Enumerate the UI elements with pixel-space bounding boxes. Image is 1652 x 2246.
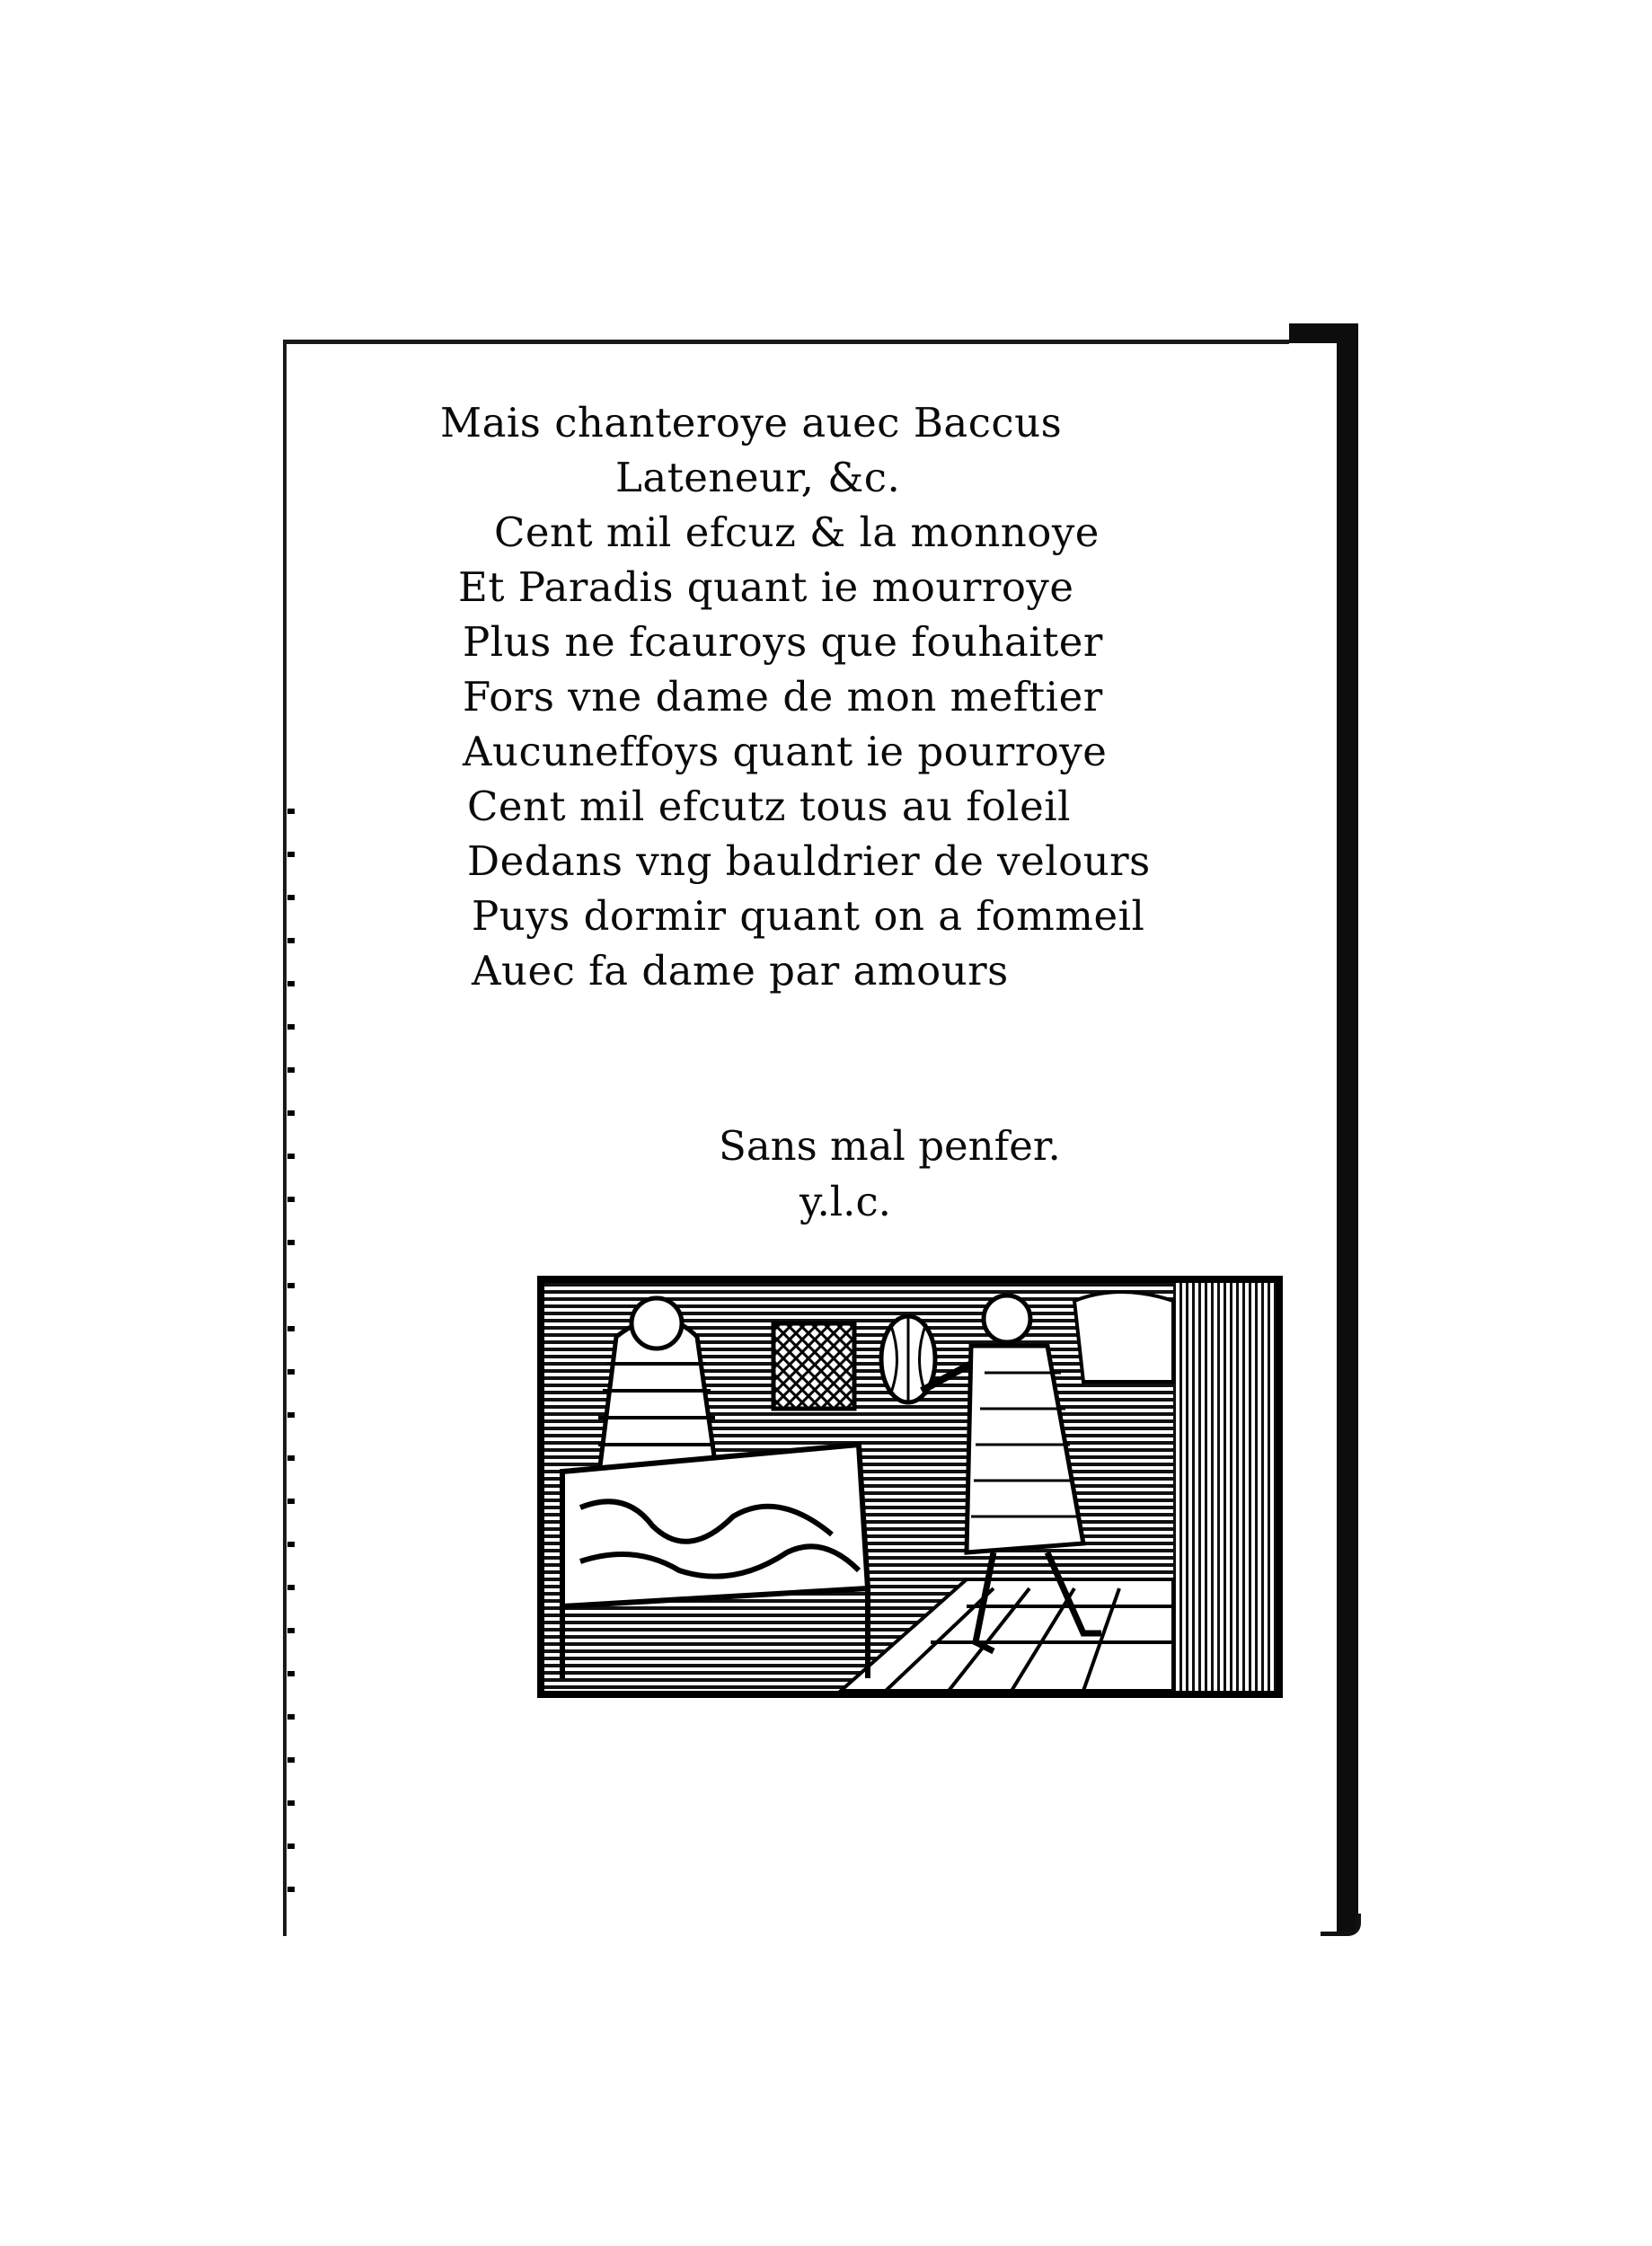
verse-line: Fors vne dame de mon meftier: [463, 673, 1103, 721]
page-right-edge: [1337, 323, 1358, 1932]
verse-block: [431, 395, 1240, 998]
page-top-edge: [283, 340, 1289, 344]
page-left-edge: [283, 341, 287, 1936]
verse-line: Puys dormir quant on a fommeil: [472, 892, 1145, 940]
verse-line: Plus ne fcauroys que fouhaiter: [463, 618, 1103, 666]
page-bottom-corner: [1321, 1914, 1361, 1936]
motto: Sans mal penfer.: [719, 1122, 1061, 1170]
woodcut-image: [544, 1283, 1276, 1691]
verse-line: Cent mil efcuz & la monnoye: [494, 508, 1100, 556]
verse-line: Aucuneffoys quant ie pourroye: [463, 728, 1108, 775]
closing-block: [719, 1119, 1061, 1230]
verse-line: Dedans vng bauldrier de velours: [467, 837, 1151, 885]
binding-marks: [287, 809, 295, 1923]
printer-initials: y.l.c.: [799, 1178, 891, 1225]
woodcut-illustration: [537, 1276, 1283, 1698]
verse-line: Cent mil efcutz tous au foleil: [467, 783, 1071, 830]
verse-line: Et Paradis quant ie mourroye: [458, 563, 1074, 611]
verse-line: Auec fa dame par amours: [472, 947, 1009, 995]
verse-line: Mais chanteroye auec Baccus: [440, 399, 1063, 447]
verse-line: Lateneur, &c.: [615, 454, 901, 501]
